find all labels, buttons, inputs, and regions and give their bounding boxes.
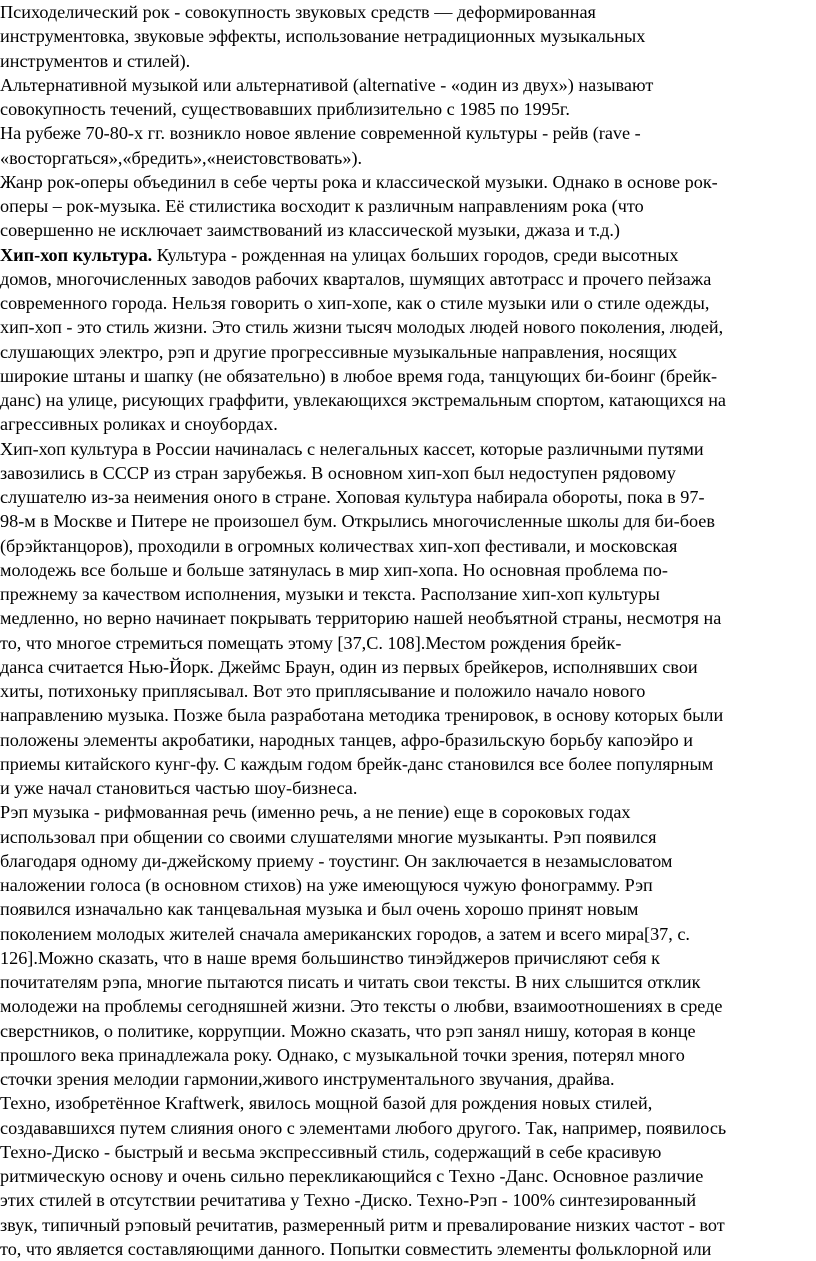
paragraph-line: создававшихся путем слияния оного с элементами любого другого. Так, например, появилось [0, 1117, 727, 1138]
paragraph [0, 121, 812, 170]
paragraph-line: молодежь все больше и больше затянулась в мир хип-хопа. Но основная проблема по- [0, 559, 668, 580]
paragraph-line: хип-хоп - это стиль жизни. Это стиль жизни тысяч молодых людей нового поколения, людей, [0, 317, 724, 338]
section-heading: Хип-хоп культура. [0, 244, 153, 265]
paragraph-line: прошлого века принадлежала року. Однако, с музыкальной точки зрения, потерял много [0, 1044, 685, 1065]
paragraph [0, 437, 812, 801]
paragraph-line: ритмическую основу и очень сильно перекликающийся с Техно -Данс. Основное различие [0, 1166, 704, 1186]
paragraph-line: этих стилей в отсутствии речитатива у Техно -Диско. Техно-Рэп - 100% синтезированный [0, 1190, 697, 1211]
paragraph-line: благодаря одному ди-джейскому приему - тоустинг. Он заключается в незамысловатом [0, 850, 673, 871]
paragraph-line: оперы – рок-музыка. Её стилистика восходит к различным направлениям рока (что [0, 196, 644, 216]
paragraph-line: появился изначально как танцевальная музыка и был очень хорошо принят новым [0, 899, 639, 920]
paragraph-line: то, что является составляющими данного. Попытки совместить элементы фольклорной или [0, 1238, 712, 1259]
paragraph-line: Техно-Диско - быстрый и весьма экспрессивный стиль, содержащий в себе красивую [0, 1141, 662, 1162]
paragraph-line: слушающих электро, рэп и другие прогрессивные музыкальные направления, носящих [0, 341, 678, 362]
paragraph-line: сточки зрения мелодии гармонии,живого инструментального звучания, драйва. [0, 1069, 615, 1089]
paragraph-line: медленно, но верно начинает покрывать территорию нашей необъятной страны, несмотря на [0, 608, 722, 629]
paragraph [0, 243, 812, 437]
paragraph-line [0, 243, 812, 267]
paragraph-line: то, что многое стремиться помещать этому [37,С. 108].Местом рождения брейк- [0, 632, 622, 653]
paragraph-line: широкие штаны и шапку (не обязательно) в любое время года, танцующих би-боинг (брейк- [0, 365, 718, 386]
paragraph-line: слушателю из-за неимения оного в стране. Хоповая культура набирала обороты, пока в 97- [0, 487, 705, 507]
paragraph [0, 800, 812, 1091]
paragraph-line: данса считается Нью-Йорк. Джеймс Браун, один из первых брейкеров, исполнявших свои [0, 656, 698, 677]
paragraph-line: Техно, изобретённое Kraftwerk, явилось мощной базой для рождения новых стилей, [0, 1093, 653, 1114]
paragraph [0, 170, 812, 243]
paragraph-line: и уже начал становиться частью шоу-бизнеса. [0, 778, 358, 798]
paragraph-line: прежнему за качеством исполнения, музыки и текста. Расползание хип-хоп культуры [0, 584, 660, 604]
paragraph-line: Жанр рок-оперы объединил в себе черты рока и классической музыки. Однако в основе рок- [0, 171, 718, 192]
paragraph-line: использовал при общении со своими слушателями многие музыканты. Рэп появился [0, 826, 657, 847]
paragraph [0, 1091, 812, 1261]
paragraph-line: положены элементы акробатики, народных танцев, афро-бразильскую борьбу капоэйро и [0, 729, 694, 750]
paragraph-line: (брэйктанцоров), проходили в огромных количествах хип-хоп фестивали, и московская [0, 535, 678, 556]
paragraph-line: 126].Можно сказать, что в наше время большинство тинэйджеров причисляют себя к [0, 947, 660, 968]
paragraph-line: звук, типичный рэповый речитатив, размеренный ритм и превалирование низких частот - вот [0, 1214, 725, 1235]
paragraph-line: инструментовка, звуковые эффекты, использование нетрадиционных музыкальных [0, 26, 646, 47]
paragraph-line: данс) на улице, рисующих граффити, увлекающихся экстремальным спортом, катающихся на [0, 390, 727, 410]
paragraph-line: сверстников, о политике, коррупции. Можно сказать, что рэп занял нишу, которая в конце [0, 1020, 696, 1041]
paragraph-line: совершенно не исключает заимствований из классической музыки, джаза и т.д.) [0, 220, 620, 241]
paragraph-line: поколением молодых жителей сначала американских городов, а затем и всего мира[37, с. [0, 923, 690, 944]
paragraph-line: наложении голоса (в основном стихов) на уже имеющуюся чужую фонограмму. Рэп [0, 875, 653, 895]
paragraph [0, 73, 812, 122]
line-text: Культура - рожденная на улицах больших городов, среди высотных [152, 244, 679, 265]
paragraph-line: «восторгаться»,«бредить»,«неистовствовать»). [0, 147, 363, 168]
paragraph-line: агрессивных роликах и сноубордах. [0, 414, 278, 435]
paragraph-line: Хип-хоп культура в России начиналась с нелегальных кассет, которые различными путями [0, 438, 704, 459]
paragraph-line: хиты, потихоньку приплясывал. Вот это приплясывание и положило начало нового [0, 681, 646, 701]
paragraph-line: Психоделический рок - совокупность звуковых средств — деформированная [0, 2, 596, 22]
paragraph-line: приемы китайского кунг-фу. С каждым годом брейк-данс становился все более популярным [0, 753, 714, 774]
paragraph-line: направлению музыка. Позже была разработана методика тренировок, в основу которых были [0, 705, 724, 726]
paragraph-line: домов, многочисленных заводов рабочих кварталов, шумящих автотрасс и прочего пейзажа [0, 268, 712, 289]
paragraph [0, 0, 812, 73]
paragraph-line: современного города. Нельзя говорить о хип-хопе, как о стиле музыки или о стиле одежды, [0, 293, 710, 313]
paragraph-line: Альтернативной музыкой или альтернативой (alternative - «один из двух») называют [0, 74, 654, 95]
paragraph-line: молодежи на проблемы сегодняшней жизни. Это тексты о любви, взаимоотношениях в среде [0, 996, 723, 1017]
paragraph-line: почитателям рэпа, многие пытаются писать и читать свои тексты. В них слышится отклик [0, 972, 701, 992]
paragraph-line: завозились в СССР из стран зарубежья. В основном хип-хоп был недоступен рядовому [0, 462, 676, 483]
paragraph-line: На рубеже 70-80-х гг. возникло новое явление современной культуры - рейв (rave - [0, 123, 641, 144]
paragraph-line: инструментов и стилей). [0, 50, 191, 71]
paragraph-line: совокупность течений, существовавших приблизительно с 1985 по 1995г. [0, 99, 570, 119]
paragraph-line: Рэп музыка - рифмованная речь (именно речь, а не пение) еще в сороковых годах [0, 802, 631, 823]
paragraph-line: 98-м в Москве и Питере не произошел бум. Открылись многочисленные школы для би-боев [0, 511, 715, 532]
